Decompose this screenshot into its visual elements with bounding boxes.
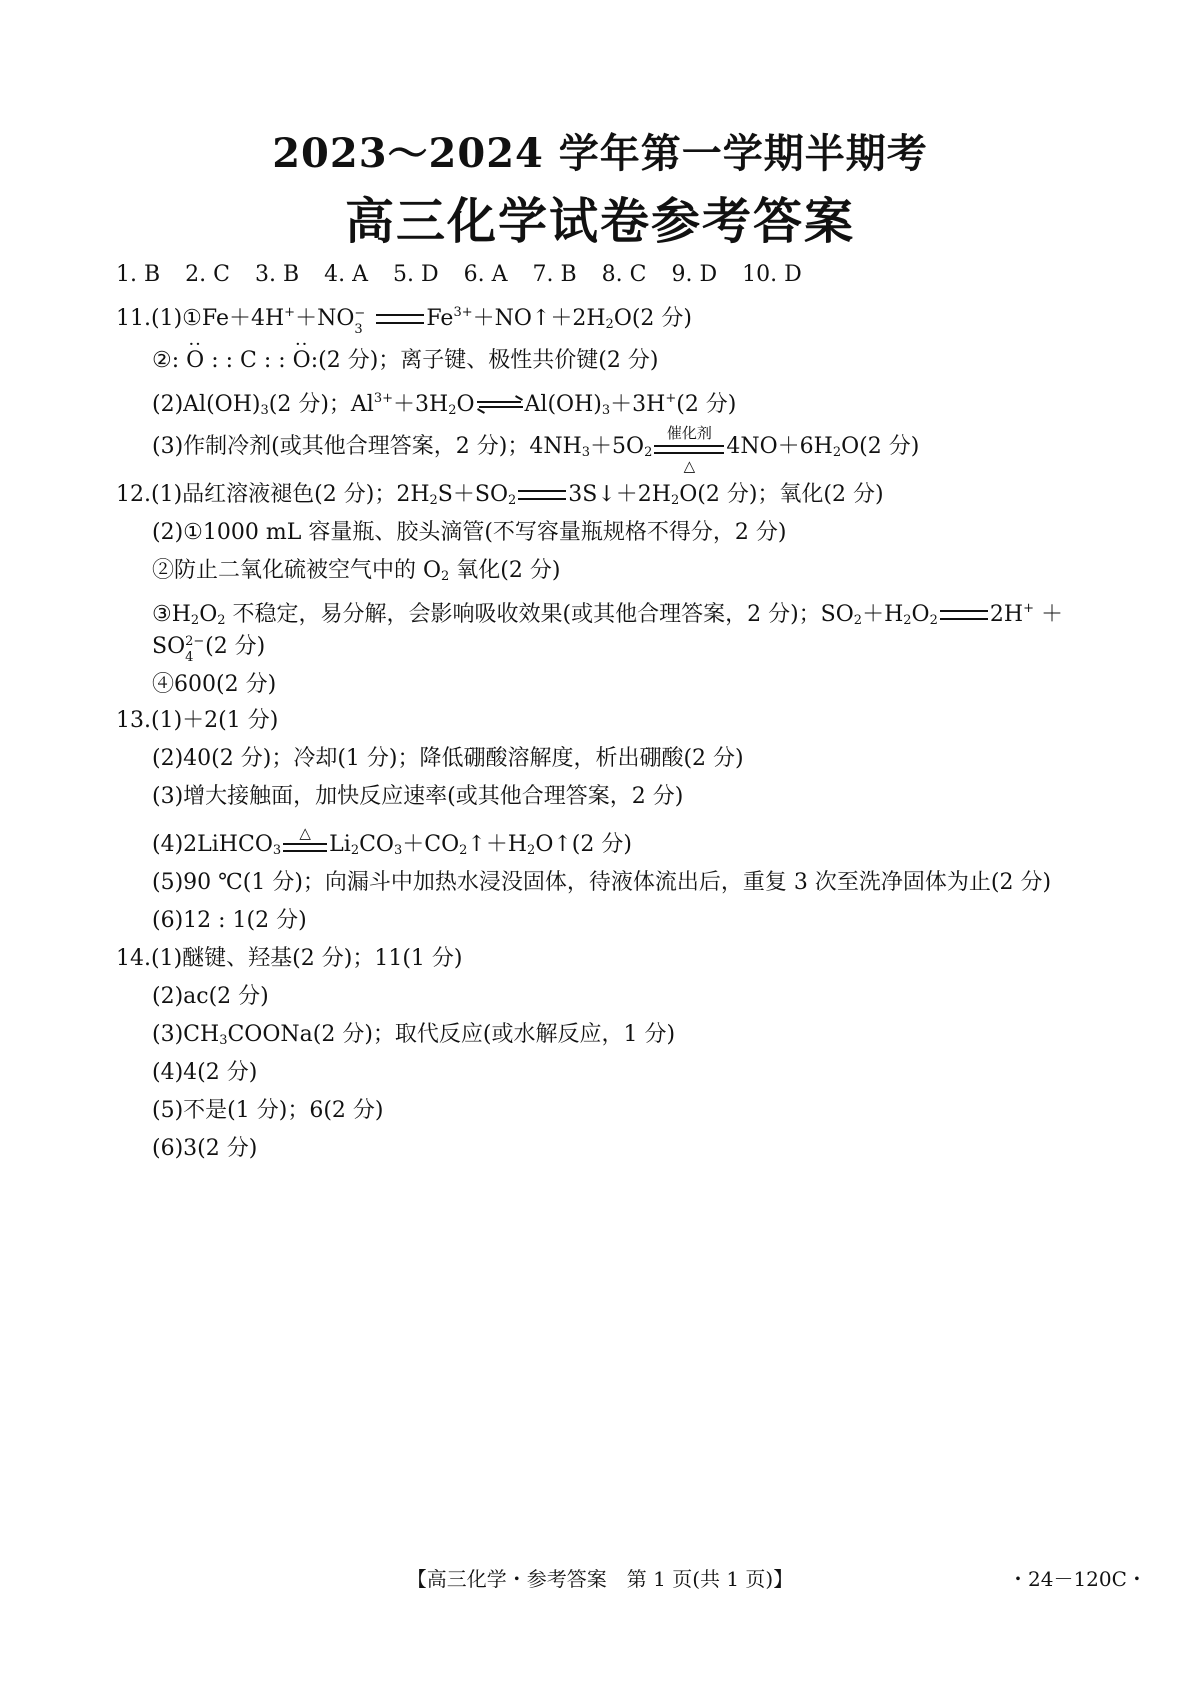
q13-part1: 13.(1)＋2(1 分): [116, 708, 279, 733]
heat-equals: △: [281, 830, 329, 860]
mcq-10: 10. D: [742, 262, 802, 287]
mcq-5: 5. D: [393, 262, 439, 287]
q12-part5: ④600(2 分): [152, 672, 277, 697]
mcq-8: 8. C: [601, 262, 647, 287]
no3-charge: − 3: [354, 306, 366, 337]
q13-number: 13.: [116, 708, 151, 733]
q13-part3: (3)增大接触面，加快反应速率(或其他合理答案，2 分): [152, 784, 684, 809]
q12-part2: (2)①1000 mL 容量瓶、胶头滴管(不写容量瓶规格不得分，2 分): [152, 520, 787, 545]
page-title-line2: 高三化学试卷参考答案: [344, 193, 855, 250]
q14-part6: (6)3(2 分): [152, 1136, 258, 1161]
mcq-3: 3. B: [254, 262, 300, 287]
mcq-7: 7. B: [532, 262, 577, 287]
equals-sign: [940, 610, 988, 620]
equals-sign: [518, 490, 566, 500]
catalyst-heat-equals: 催化剂 △: [652, 432, 726, 462]
electron-dots-o1: ·· O: [186, 346, 204, 376]
q11-part2: ②: ·· O : : C : : ·· O:(2 分)；离子键、极性共价键(2 分): [152, 346, 658, 376]
q13-part2: (2)40(2 分)；冷却(1 分)；降低硼酸溶解度，析出硼酸(2 分): [152, 746, 744, 771]
so4-charge: 2− 4: [185, 634, 205, 665]
mcq-answers: [116, 260, 820, 290]
q12-number: 12.: [116, 482, 151, 507]
q14-part5: (5)不是(1 分)；6(2 分): [152, 1098, 384, 1123]
q14-part3: $(3)CH_3COONa(2$ 分)；取代反应(或水解反应，1 分): [152, 1022, 676, 1048]
q13-part6: (6)12 : 1(2 分): [152, 908, 307, 933]
q11-number: 11.: [116, 306, 151, 331]
reversible-arrow: [477, 400, 523, 410]
q11-part1: 11.(1)①Fe＋4H+＋NO − 3 $Fe^{3+}+NO↑+2H_2O(2$ 分): [116, 305, 693, 337]
q12-part4-cont: SO 2− 4 (2 分): [152, 634, 266, 665]
q14-number: 14.: [116, 946, 151, 971]
mcq-9: 9. D: [671, 262, 718, 287]
equals-sign: [376, 314, 424, 324]
q12-part3: ②防止二氧化硫被空气中的 $O_2$ 氧化(2 分): [152, 558, 561, 584]
q14-part2: (2)ac(2 分): [152, 984, 269, 1009]
q12-part4: $③H_2O_2$ 不稳定，易分解，会影响吸收效果(或其他合理答案，2 分)；$SO_2+H_2O_2$ 2H+ ＋: [152, 601, 1063, 628]
q11-part3: $(2)Al(OH)_3(2$ 分)；$Al^{3+}+3H_2O$ $Al(OH)_3+3H^+(2$ 分): [152, 391, 737, 418]
mcq-6: 6. A: [463, 262, 508, 287]
paper-code: ・24－120C・: [1008, 1567, 1147, 1591]
page-footer: 【高三化学・参考答案 第 1 页(共 1 页)】: [406, 1567, 794, 1591]
q14-part1: 14.(1)醚键、羟基(2 分)；11(1 分): [116, 946, 463, 971]
page-title-line1: 2023～2024 学年第一学期半期考: [272, 130, 928, 177]
q13-part4: (4)2LiHCO$_3$ △ $Li_2CO_3+CO_2↑+H_2O↑(2$ 分): [152, 824, 632, 858]
electron-dots-o2: ·· O: [293, 346, 311, 376]
q11-part4: (3)作制冷剂(或其他合理答案，2 分)；$4NH_3+5O_2$ 催化剂 △ $4NO+6H_2O(2$ 分): [152, 424, 920, 475]
q13-part5: (5)90 ℃(1 分)；向漏斗中加热水浸没固体，待液体流出后，重复 3 次至洗净固体为止(2 分): [152, 870, 1052, 895]
q12-part1: 12.(1)品红溶液褪色(2 分)；$2H_2S+SO_2$ $3S↓+2H_2O(2$ 分)；氧化(2 分): [116, 482, 884, 508]
mcq-2: 2. C: [185, 262, 230, 287]
mcq-1: 1. B: [116, 262, 161, 287]
q14-part4: (4)4(2 分): [152, 1060, 258, 1085]
mcq-4: 4. A: [324, 262, 369, 287]
